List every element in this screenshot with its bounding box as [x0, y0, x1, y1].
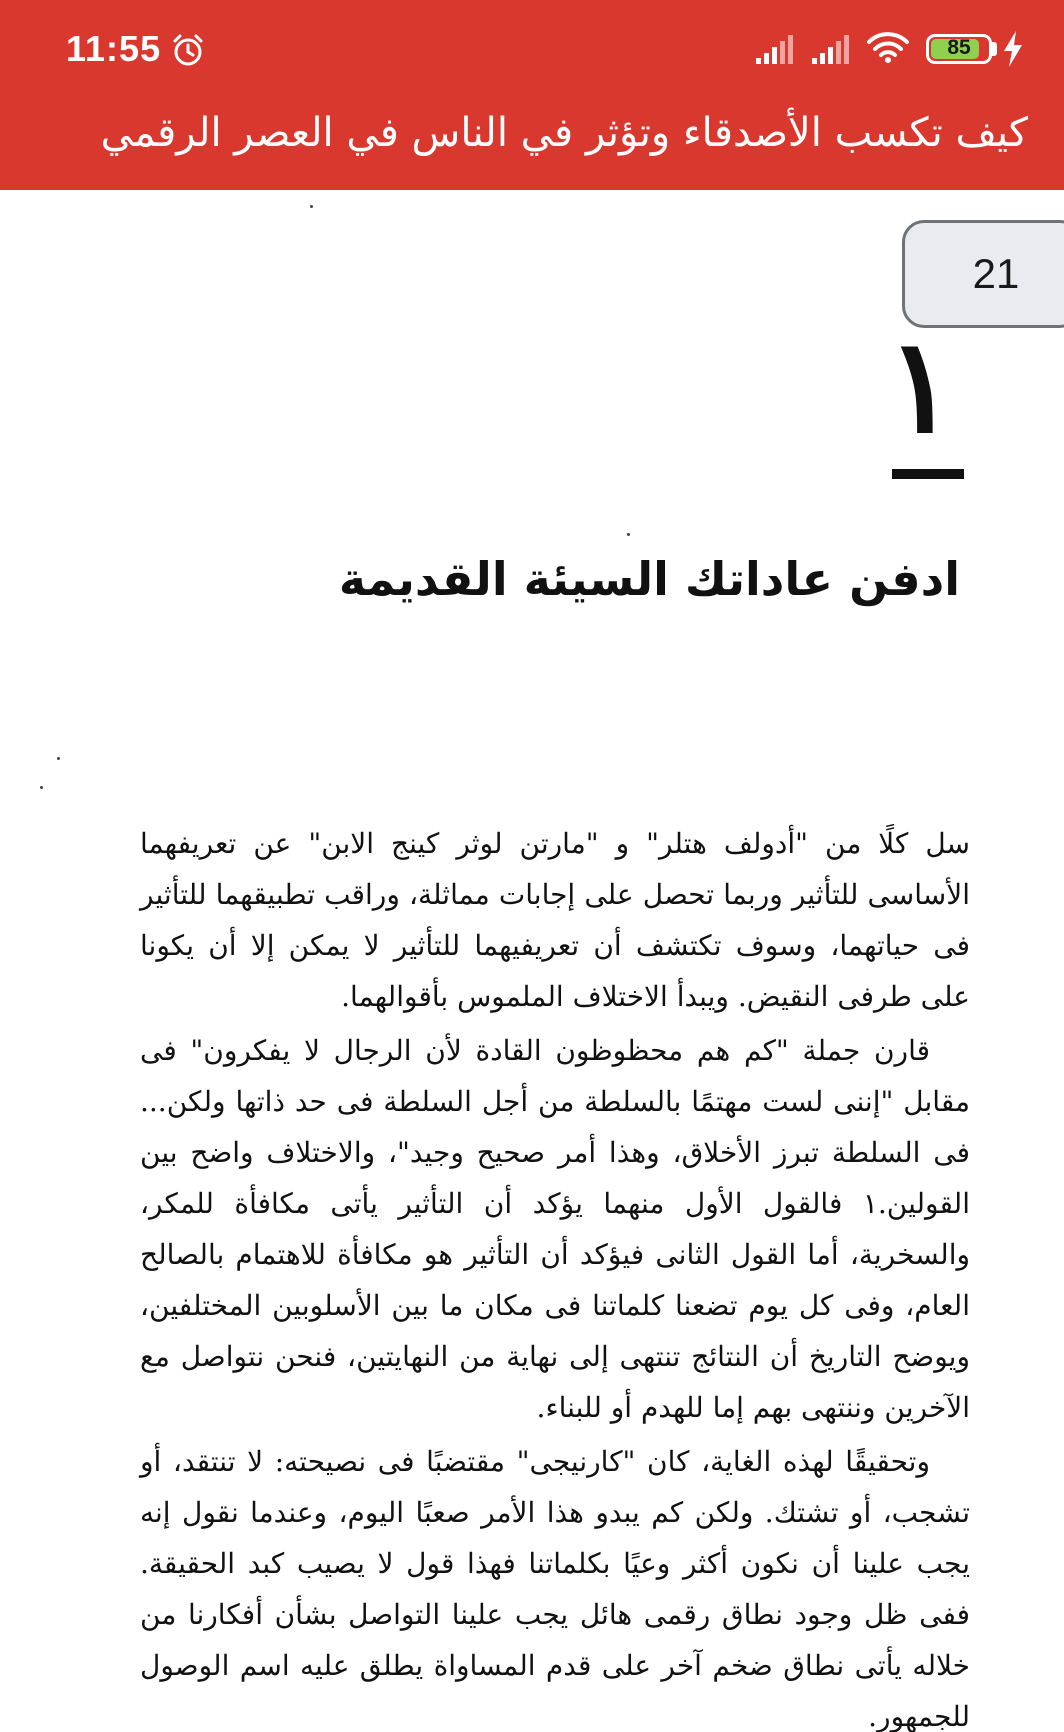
paragraph: وتحقيقًا لهذه الغاية، كان "كارنيجى" مقتضبًا فى نصيحته: لا تنتقد، أو تشجب، أو تشتك. ولكن كم يبدو هذا الأمر صعبًا اليوم، وعندما نقول إنه يجب علينا أن نكون أكثر وعيًا بكلماتنا فهذا قول لا يصيب كبد الحقيقة. ففى ظل وجود نطاق رقمى هائل يجب علينا التواصل بشأن أفكارنا من خلاله يأتى نطاق ضخم آخر على قدم المساواة يطلق عليه اسم الوصول للجمهور.: [140, 1445, 970, 1732]
chapter-number: ١: [886, 309, 956, 462]
page-number: 21: [972, 250, 1020, 297]
scan-speck: [57, 757, 60, 760]
signal-icon: [754, 34, 798, 64]
page-body: [140, 818, 970, 1732]
app-bar: [0, 0, 1064, 190]
battery-cap: [992, 42, 997, 56]
app-bar-title: كيف تكسب الأصدقاء وتؤثر في الناس في العصر الرقمي: [100, 110, 1028, 156]
scan-speck: [627, 533, 630, 536]
charging-icon: [1000, 30, 1026, 68]
battery-icon: [926, 34, 992, 64]
paragraph: سل كلًا من "أدولف هتلر" و "مارتن لوثر كينج الابن" عن تعريفهما الأساسى للتأثير وربما تحصل على إجابات مماثلة، وراقب تطبيقهما للتأثير فى حياتهما، وسوف تكتشف أن تعريفيهما للتأثير لا يمكن إلا أن يكونا على طرفى النقيض. ويبدأ الاختلاف الملموس بأقوالهما.: [140, 827, 971, 1013]
scan-speck: [310, 205, 313, 208]
alarm-icon: [170, 32, 206, 68]
paragraph: قارن جملة "كم هم محظوظون القادة لأن الرجال لا يفكرون" فى مقابل "إننى لست مهتمًا بالسلطة من أجل السلطة فى حد ذاتها ولكن... فى السلطة تبرز الأخلاق، وهذا أمر صحيح وجيد"، والاختلاف واضح بين القولين.١ فالقول الأول منهما يؤكد أن التأثير يأتى مكافأة للمكر، والسخرية، أما القول الثانى فيؤكد أن التأثير هو مكافأة للاهتمام بالصالح العام، وفى كل يوم تضعنا كلماتنا فى مكان ما بين الأسلوبين المختلفين، ويوضح التاريخ أن النتائج تنتهى إلى نهاية من النهايتين، فنحن نتواصل مع الآخرين وننتهى بهم إما للهدم أو للبناء.: [140, 1034, 970, 1424]
chapter-title: ادفن عاداتك السيئة القديمة: [338, 552, 960, 606]
status-bar: [0, 0, 1064, 100]
chapter-divider: [892, 469, 964, 479]
status-time: 11:55: [66, 28, 162, 69]
wifi-icon: [866, 30, 910, 64]
signal-icon: [810, 34, 854, 64]
battery-percent: 85: [947, 36, 971, 59]
scan-speck: [40, 786, 43, 789]
